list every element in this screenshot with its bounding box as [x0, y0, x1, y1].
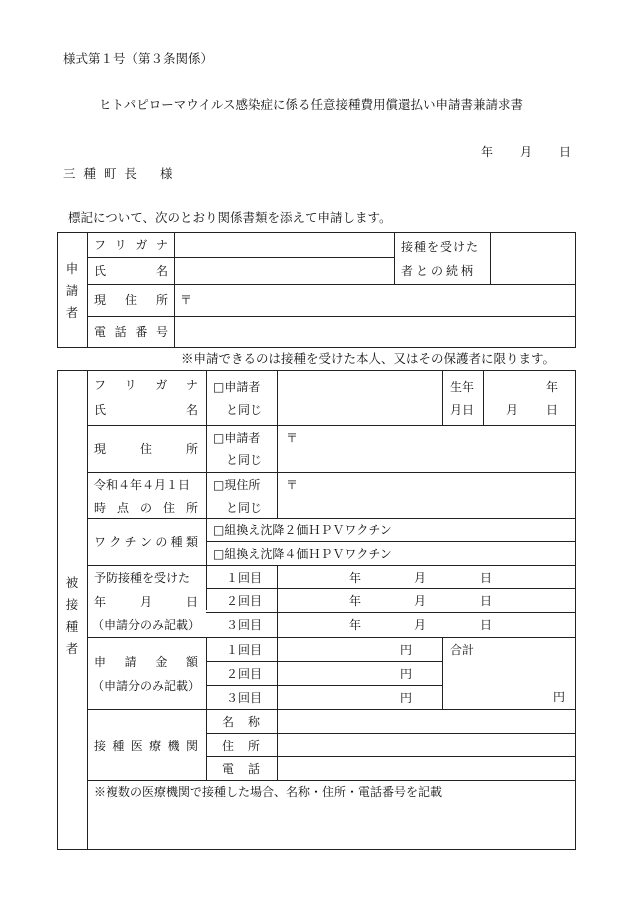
recipient-address-label: 現 住 所 [94, 442, 198, 456]
recipient-name-label: 氏 名 [94, 403, 198, 417]
same-as-applicant-text-1: と同じ [226, 403, 263, 417]
relation-label-2: 者との続柄 [401, 264, 477, 278]
amount-2-yen: 円 [400, 667, 413, 681]
birth-month: 月 [506, 403, 519, 417]
intro-text: 標記について、次のとおり関係書類を添えて申請します。 [68, 210, 392, 225]
clinic-phone-label: 電 話 [222, 762, 260, 776]
dose-date-2-label: ２回目 [226, 594, 263, 608]
dose-date-note: （申請分のみ記載） [92, 618, 201, 632]
total-label: 合計 [450, 643, 475, 657]
date-month: 月 [520, 145, 533, 159]
dose-date-2-month: 月 [414, 594, 427, 608]
page-title: ヒトパピローマウイルス感染症に係る任意接種費用償還払い申請書兼請求書 [99, 97, 524, 112]
dose-date-3-month: 月 [414, 618, 427, 632]
relation-label-1: 接種を受けた [401, 240, 480, 254]
dose-date-3-year: 年 [349, 618, 362, 632]
amount-label: 申 請 金 額 [94, 655, 198, 669]
same-as-current-checkbox[interactable]: □現住所 [213, 478, 261, 492]
clinic-label: 接 種 医 療 機 関 [94, 739, 198, 753]
recipient-name-field[interactable] [279, 372, 440, 423]
dose-date-1-label: １回目 [226, 571, 263, 585]
birth-label-2: 月日 [450, 403, 475, 417]
same-as-applicant-checkbox-2[interactable]: □申請者 [213, 431, 261, 445]
applicant-furigana-field[interactable] [176, 234, 392, 256]
dose-date-label-2: 年 月 日 [94, 595, 198, 609]
applicant-address-field[interactable] [194, 286, 574, 314]
clinic-name-field[interactable] [279, 711, 574, 731]
dose-date-2-day: 日 [480, 594, 493, 608]
applicant-phone-field[interactable] [176, 318, 574, 346]
same-as-applicant-checkbox-1[interactable]: □申請者 [213, 380, 261, 394]
vaccine-type-label: ワ ク チ ン の 種 類 [94, 535, 198, 549]
amount-3-label: ３回目 [226, 691, 263, 705]
dose-date-1-month: 月 [414, 571, 427, 585]
dose-date-2-year: 年 [349, 594, 362, 608]
clinic-note: ※複数の医療機関で接種した場合、名称・住所・電話番号を記載 [94, 785, 443, 799]
birth-label-1: 生年 [450, 380, 475, 394]
vaccine-option-quadrivalent[interactable]: □組換え沈降４価ＨＰＶワクチン [213, 547, 392, 561]
r4-address-label-2: 時 点 の 住 所 [94, 501, 198, 515]
applicant-name-label: 氏 名 [94, 264, 168, 278]
applicant-postal-mark: 〒 [180, 293, 193, 307]
birth-day: 日 [546, 403, 559, 417]
recipient-furigana-label: フ リ ガ ナ [94, 378, 198, 392]
relation-field[interactable] [492, 234, 574, 282]
amount-3-yen: 円 [400, 691, 413, 705]
applicant-note: ※申請できるのは接種を受けた本人、又はその保護者に限ります。 [181, 351, 556, 366]
dose-date-1-year: 年 [349, 571, 362, 585]
birth-year: 年 [546, 380, 559, 394]
date-year: 年 [481, 145, 494, 159]
recipient-section-label: 被 接 種 者 [65, 575, 79, 656]
dose-date-label-1: 予防接種を受けた [94, 571, 191, 585]
amount-note: （申請分のみ記載） [92, 679, 201, 693]
vaccine-option-bivalent[interactable]: □組換え沈降２価ＨＰＶワクチン [213, 523, 392, 537]
recipient-postal-mark: 〒 [286, 431, 299, 445]
r4-address-label-1: 令和４年４月１日 [94, 478, 191, 492]
applicant-phone-label: 電 話 番 号 [94, 325, 168, 339]
addressee-name: 三 種 町 長 [63, 166, 139, 181]
clinic-phone-field[interactable] [279, 758, 574, 778]
amount-2-label: ２回目 [226, 667, 263, 681]
same-as-applicant-text-2: と同じ [226, 453, 263, 467]
applicant-name-field[interactable] [176, 259, 392, 283]
dose-date-3-day: 日 [480, 618, 493, 632]
r4-postal-mark: 〒 [286, 478, 299, 492]
amount-1-yen: 円 [400, 643, 413, 657]
applicant-section-label: 申 請 者 [65, 261, 79, 320]
clinic-address-label: 住 所 [222, 739, 260, 753]
recipient-address-field[interactable] [300, 427, 574, 470]
form-number: 様式第１号（第３条関係） [63, 51, 214, 66]
clinic-address-field[interactable] [279, 735, 574, 754]
applicant-address-label: 現 住 所 [94, 293, 168, 307]
r4-address-field[interactable] [300, 474, 574, 516]
same-as-current-text: と同じ [226, 501, 263, 515]
amount-1-label: １回目 [226, 643, 263, 657]
clinic-name-label: 名 称 [222, 715, 260, 729]
date-day: 日 [559, 145, 572, 159]
dose-date-1-day: 日 [480, 571, 493, 585]
addressee-honorific: 様 [160, 166, 173, 181]
dose-date-3-label: ３回目 [226, 618, 263, 632]
total-yen: 円 [553, 690, 566, 704]
applicant-furigana-label: フ リ ガ ナ [94, 238, 168, 252]
